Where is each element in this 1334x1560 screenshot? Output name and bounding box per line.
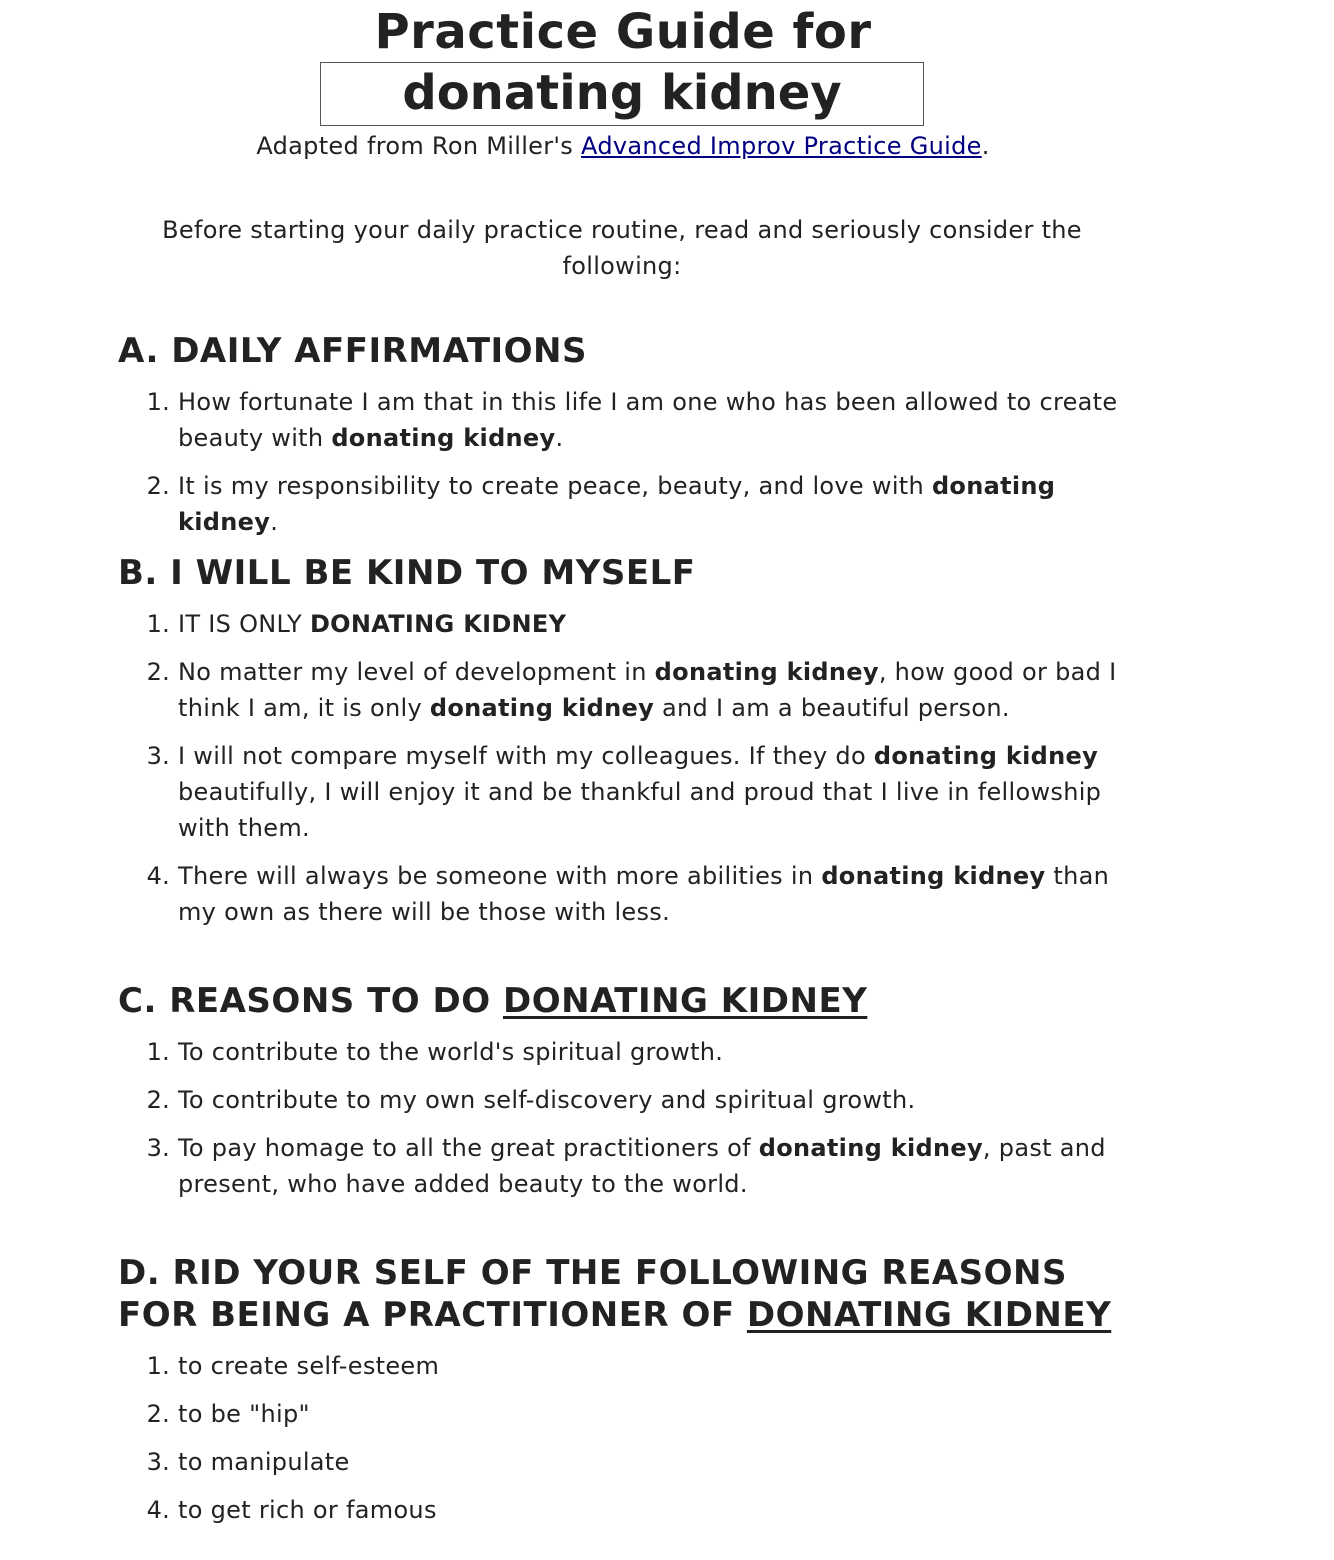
heading-topic: DONATING KIDNEY <box>746 1295 1112 1335</box>
affirmations-list <box>118 384 1128 540</box>
adapted-prefix: Adapted from Ron Miller's <box>256 132 582 160</box>
list-item: 2. To contribute to my own self-discovery and spiritual growth. <box>178 1082 1128 1118</box>
section-reasons-to-do <box>118 980 1128 1214</box>
section-rid-yourself <box>118 1252 1128 1540</box>
practice-guide-page <box>118 0 1128 1524</box>
rid-reasons-list <box>118 1348 1128 1528</box>
list-item: 1. To contribute to the world's spiritual growth. <box>178 1034 1128 1070</box>
list-item: 2. It is my responsibility to create peace, beauty, and love with donating kidney. <box>178 468 1128 540</box>
list-item: 1. IT IS ONLY DONATING KIDNEY <box>178 606 1128 642</box>
section-heading: A. DAILY AFFIRMATIONS <box>118 331 588 371</box>
list-item: 3. To pay homage to all the great practitioners of donating kidney, past and present, who have added beauty to the world. <box>178 1130 1128 1202</box>
section-be-kind-to-myself <box>118 552 1128 942</box>
intro-paragraph: Before starting your daily practice routine, read and seriously consider the following: <box>162 216 1082 280</box>
be-kind-list <box>118 606 1128 930</box>
heading-topic: DONATING KIDNEY <box>503 981 868 1021</box>
section-heading: B. I WILL BE KIND TO MYSELF <box>118 553 696 593</box>
list-item: 1. How fortunate I am that in this life I am one who has been allowed to create beauty with donating kidney. <box>178 384 1128 456</box>
advanced-improv-guide-link[interactable]: Advanced Improv Practice Guide <box>581 132 982 160</box>
list-item: 4. to get rich or famous <box>178 1492 1128 1528</box>
list-item: 3. to manipulate <box>178 1444 1128 1480</box>
list-item: 3. I will not compare myself with my colleagues. If they do donating kidney beautifully, I will enjoy it and be thankful and proud that I live in fellowship with them. <box>178 738 1128 846</box>
list-item: 4. There will always be someone with more abilities in donating kidney than my own as there will be those with less. <box>178 858 1128 930</box>
list-item: 2. No matter my level of development in donating kidney, how good or bad I think I am, it is only donating kidney and I am a beautiful person. <box>178 654 1128 726</box>
topic-title-box: donating kidney <box>320 62 924 126</box>
page-title: Practice Guide for <box>374 4 872 60</box>
list-item: 2. to be "hip" <box>178 1396 1128 1432</box>
adapted-suffix: . <box>981 132 990 160</box>
section-heading: C. REASONS TO DO DONATING KIDNEY <box>118 981 868 1021</box>
list-item: 1. to create self-esteem <box>178 1348 1128 1384</box>
reasons-list <box>118 1034 1128 1202</box>
section-daily-affirmations <box>118 330 1128 552</box>
adapted-from-line <box>118 128 1128 164</box>
section-heading: D. RID YOUR SELF OF THE FOLLOWING REASONS FOR BEING A PRACTITIONER OF DONATING KIDNEY <box>118 1253 1112 1335</box>
